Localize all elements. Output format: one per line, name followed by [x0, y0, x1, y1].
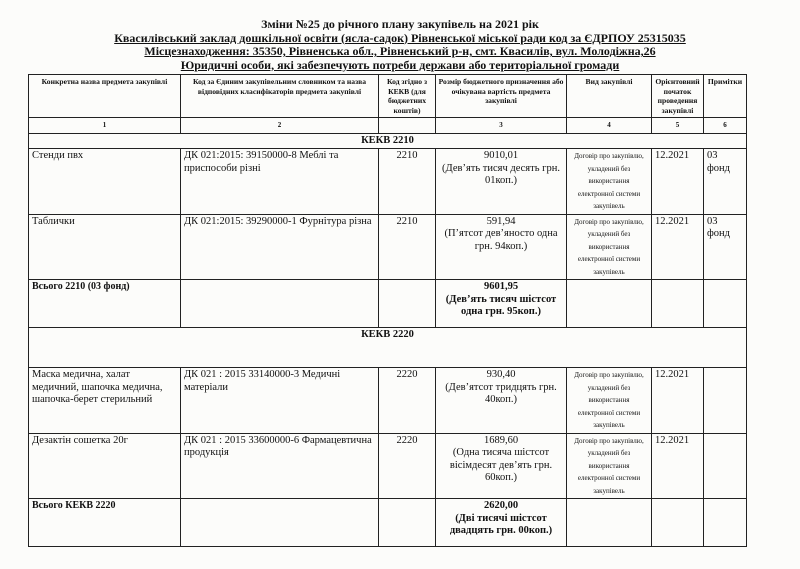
item-amount: 930,40 — [486, 369, 516, 381]
item-start-date: 12.2021 — [652, 368, 704, 434]
table-header-row — [29, 75, 747, 118]
empty-cell — [379, 499, 436, 547]
empty-cell — [704, 499, 747, 547]
col-number: 2 — [181, 118, 379, 134]
col-number: 5 — [652, 118, 704, 134]
item-name: Дезактін сошетка 20г — [29, 433, 181, 499]
item-amount: 9010,01 — [483, 150, 519, 162]
empty-cell — [652, 280, 704, 328]
item-name: Маска медична, халат медичний, шапочка медична, шапочка-берет стерильний — [29, 368, 181, 434]
empty-cell — [567, 499, 652, 547]
item-amount: 591,94 — [486, 215, 516, 227]
section-title: КЕКВ 2220 — [29, 328, 747, 368]
item-amount-cell — [436, 433, 567, 499]
col-header-amount: Розмір бюджетного призначення або очікувана вартість предмета закупівлі — [436, 75, 567, 118]
empty-cell — [567, 280, 652, 328]
procurement-table — [28, 74, 747, 547]
item-amount-words: (П’ятсот дев’яносто одна грн. 94коп.) — [444, 228, 558, 252]
item-procurement-type: Договір про закупівлю, укладений без використання електронної системи закупівель — [567, 149, 652, 215]
col-header-kekv: Код згідно з КЕКВ (для бюджетних коштів) — [379, 75, 436, 118]
total-label: Всього 2210 (03 фонд) — [29, 280, 181, 328]
item-procurement-type: Договір про закупівлю, укладений без використання електронної системи закупівель — [567, 214, 652, 280]
item-amount-words: (Одна тисяча шістсот вісімдесят дев’ять грн. 60коп.) — [449, 447, 553, 484]
total-amount-cell — [436, 280, 567, 328]
col-header-code: Код за Єдиним закупівельним словником та назва відповідних класифікаторів предмета закупівлі — [181, 75, 379, 118]
heading-organization: Квасилівський заклад дошкільної освіти (ясла-садок) Рівненської міської ради код за ЄДРПОУ 25315035 — [114, 30, 686, 45]
section-row-2220 — [29, 328, 747, 368]
col-number: 6 — [704, 118, 747, 134]
total-label: Всього КЕКВ 2220 — [29, 499, 181, 547]
item-note — [704, 368, 747, 434]
total-amount: 2620,00 — [483, 500, 519, 512]
col-header-type: Вид закупівлі — [567, 75, 652, 118]
column-number-row — [29, 118, 747, 134]
item-note: 03 фонд — [704, 214, 747, 280]
item-note: 03 фонд — [704, 149, 747, 215]
empty-cell — [652, 499, 704, 547]
total-row-2220 — [29, 499, 747, 547]
item-code: ДК 021:2015: 39150000-8 Меблі та приспособи різні — [181, 149, 379, 215]
item-name: Стенди пвх — [29, 149, 181, 215]
item-note — [704, 433, 747, 499]
item-start-date: 12.2021 — [652, 214, 704, 280]
item-code: ДК 021 : 2015 33140000-3 Медичні матеріали — [181, 368, 379, 434]
item-amount-cell — [436, 149, 567, 215]
table-row — [29, 149, 747, 215]
item-start-date: 12.2021 — [652, 433, 704, 499]
item-procurement-type: Договір про закупівлю, укладений без використання електронної системи закупівель — [567, 433, 652, 499]
table-row — [29, 214, 747, 280]
item-amount-cell — [436, 368, 567, 434]
document-heading — [60, 18, 740, 72]
col-header-name: Конкретна назва предмета закупівлі — [29, 75, 181, 118]
item-name: Таблички — [29, 214, 181, 280]
total-amount-words: (Дві тисячі шістсот двадцять грн. 00коп.) — [449, 512, 553, 537]
total-amount-cell — [436, 499, 567, 547]
item-start-date: 12.2021 — [652, 149, 704, 215]
heading-location: Місцезнаходження: 35350, Рівненська обл., Рівненський р-н, смт. Квасилів, вул. Молодіжна,26 — [144, 44, 656, 58]
table-row — [29, 433, 747, 499]
item-amount-words: (Дев’ять тисяч десять грн. 01коп.) — [442, 162, 560, 187]
col-number: 1 — [29, 118, 181, 134]
total-amount-words: (Дев’ять тисяч шістсот одна грн. 95коп.) — [445, 293, 557, 318]
heading-title: Зміни №25 до річного плану закупівель на 2021 рік — [261, 17, 539, 31]
col-header-start: Орієнтовний початок проведення закупівлі — [652, 75, 704, 118]
item-kekv: 2210 — [379, 214, 436, 280]
col-header-notes: Примітки — [704, 75, 747, 118]
item-procurement-type: Договір про закупівлю, укладений без використання електронної системи закупівель — [567, 368, 652, 434]
total-row-2210 — [29, 280, 747, 328]
heading-legal-entities: Юридичні особи, які забезпечують потреби держави або територіальної громади — [180, 57, 620, 72]
empty-cell — [181, 280, 379, 328]
item-amount-cell — [436, 214, 567, 280]
item-kekv: 2220 — [379, 433, 436, 499]
item-amount: 1689,60 — [483, 434, 519, 446]
section-row-2210 — [29, 133, 747, 149]
item-code: ДК 021 : 2015 33600000-6 Фармацевтична продукція — [181, 433, 379, 499]
table-row — [29, 368, 747, 434]
total-amount: 9601,95 — [483, 281, 519, 293]
empty-cell — [704, 280, 747, 328]
item-kekv: 2220 — [379, 368, 436, 434]
col-number: 4 — [567, 118, 652, 134]
section-title: КЕКВ 2210 — [29, 133, 747, 149]
empty-cell — [379, 280, 436, 328]
item-amount-words: (Дев’ятсот тридцять грн. 40коп.) — [445, 381, 557, 406]
col-number: 3 — [436, 118, 567, 134]
col-number — [379, 118, 436, 134]
item-kekv: 2210 — [379, 149, 436, 215]
empty-cell — [181, 499, 379, 547]
item-code: ДК 021:2015: 39290000-1 Фурнітура різна — [181, 214, 379, 280]
